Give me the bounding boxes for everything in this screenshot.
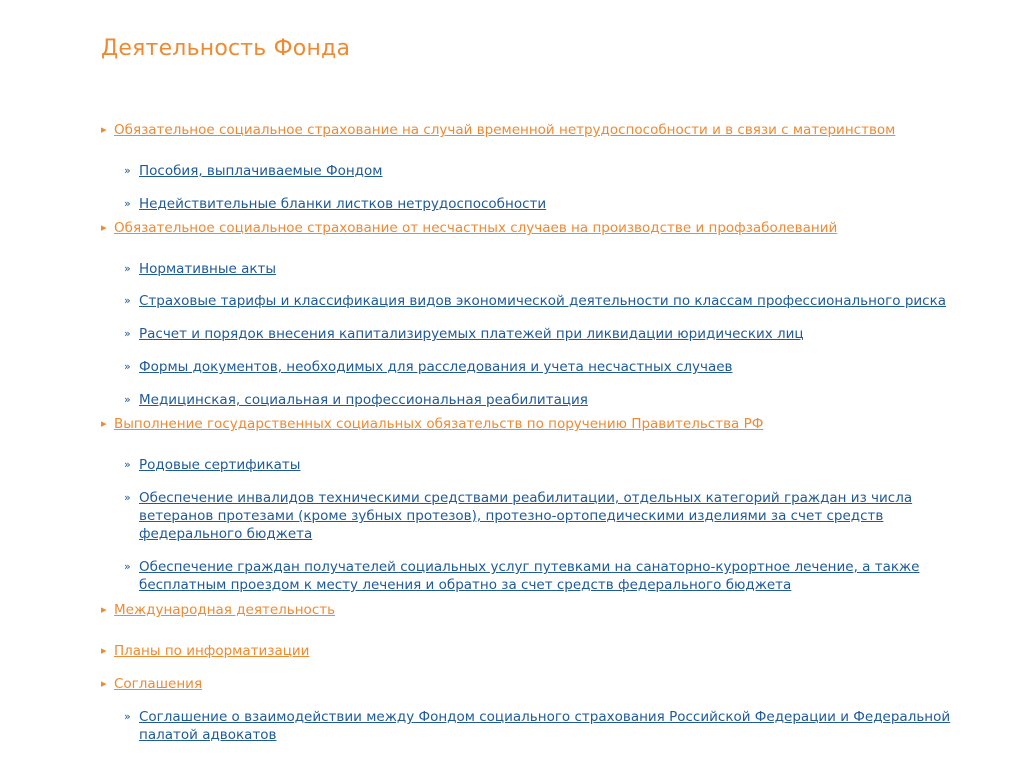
sub-item[interactable] [124,195,964,213]
double-chevron-right-icon: » [124,393,131,406]
triangle-right-icon: ▸ [101,221,107,234]
section-item[interactable] [101,219,961,237]
sub-link[interactable]: Пособия, выплачиваемые Фондом [139,163,383,179]
sub-item[interactable] [124,325,964,343]
double-chevron-right-icon: » [124,458,131,471]
double-chevron-right-icon: » [124,294,131,307]
sub-item[interactable] [124,558,939,594]
section-link[interactable]: Выполнение государственных социальных обязательств по поручению Правительства РФ [114,416,764,432]
section-link[interactable]: Обязательное социальное страхование на случай временной нетрудоспособности и в связи с материнством [114,122,896,138]
section-item[interactable] [101,675,961,693]
double-chevron-right-icon: » [124,560,131,573]
triangle-right-icon: ▸ [101,644,107,657]
double-chevron-right-icon: » [124,327,131,340]
sub-item[interactable] [124,162,964,180]
double-chevron-right-icon: » [124,360,131,373]
double-chevron-right-icon: » [124,710,131,723]
sub-item[interactable] [124,456,964,474]
section-item[interactable] [101,121,961,139]
triangle-right-icon: ▸ [101,123,107,136]
sub-item[interactable] [124,358,964,376]
sub-link[interactable]: Родовые сертификаты [139,457,301,473]
section-link[interactable]: Планы по информатизации [114,643,310,659]
sub-link[interactable]: Соглашение о взаимодействии между Фондом социального страхования Российской Федерации и Федеральной палатой адвокатов [139,709,951,743]
sub-item[interactable] [124,391,964,409]
triangle-right-icon: ▸ [101,417,107,430]
section-item[interactable] [101,415,961,433]
sub-link[interactable]: Обеспечение граждан получателей социальных услуг путевками на санаторно-курортное лечение, а также бесплатным проездом к месту лечения и обратно за счет средств федерального бюджета [139,559,920,593]
sub-link[interactable]: Недействительные бланки листков нетрудоспособности [139,196,547,212]
section-item[interactable] [101,642,961,660]
sub-item[interactable] [124,260,964,278]
double-chevron-right-icon: » [124,197,131,210]
sub-item[interactable] [124,489,939,543]
sub-link[interactable]: Обеспечение инвалидов техническими средствами реабилитации, отдельных категорий граждан из числа ветеранов протезами (кроме зубных протезов), протезно-ортопедическими изделиями за счет средств федерального бюджета [139,490,913,542]
section-link[interactable]: Международная деятельность [114,602,336,618]
sub-item[interactable] [124,708,969,744]
triangle-right-icon: ▸ [101,603,107,616]
sub-link[interactable]: Страховые тарифы и классификация видов экономической деятельности по классам профессионального риска [139,293,947,309]
double-chevron-right-icon: » [124,491,131,504]
double-chevron-right-icon: » [124,262,131,275]
double-chevron-right-icon: » [124,164,131,177]
page-title: Деятельность Фонда [101,36,351,61]
sub-link[interactable]: Формы документов, необходимых для расследования и учета несчастных случаев [139,359,733,375]
sub-link[interactable]: Медицинская, социальная и профессиональная реабилитация [139,392,588,408]
sub-item[interactable] [124,292,984,310]
section-link[interactable]: Соглашения [114,676,203,692]
sub-link[interactable]: Нормативные акты [139,261,277,277]
section-link[interactable]: Обязательное социальное страхование от несчастных случаев на производстве и профзаболеваний [114,220,838,236]
sub-link[interactable]: Расчет и порядок внесения капитализируемых платежей при ликвидации юридических лиц [139,326,804,342]
section-item[interactable] [101,601,961,619]
triangle-right-icon: ▸ [101,677,107,690]
